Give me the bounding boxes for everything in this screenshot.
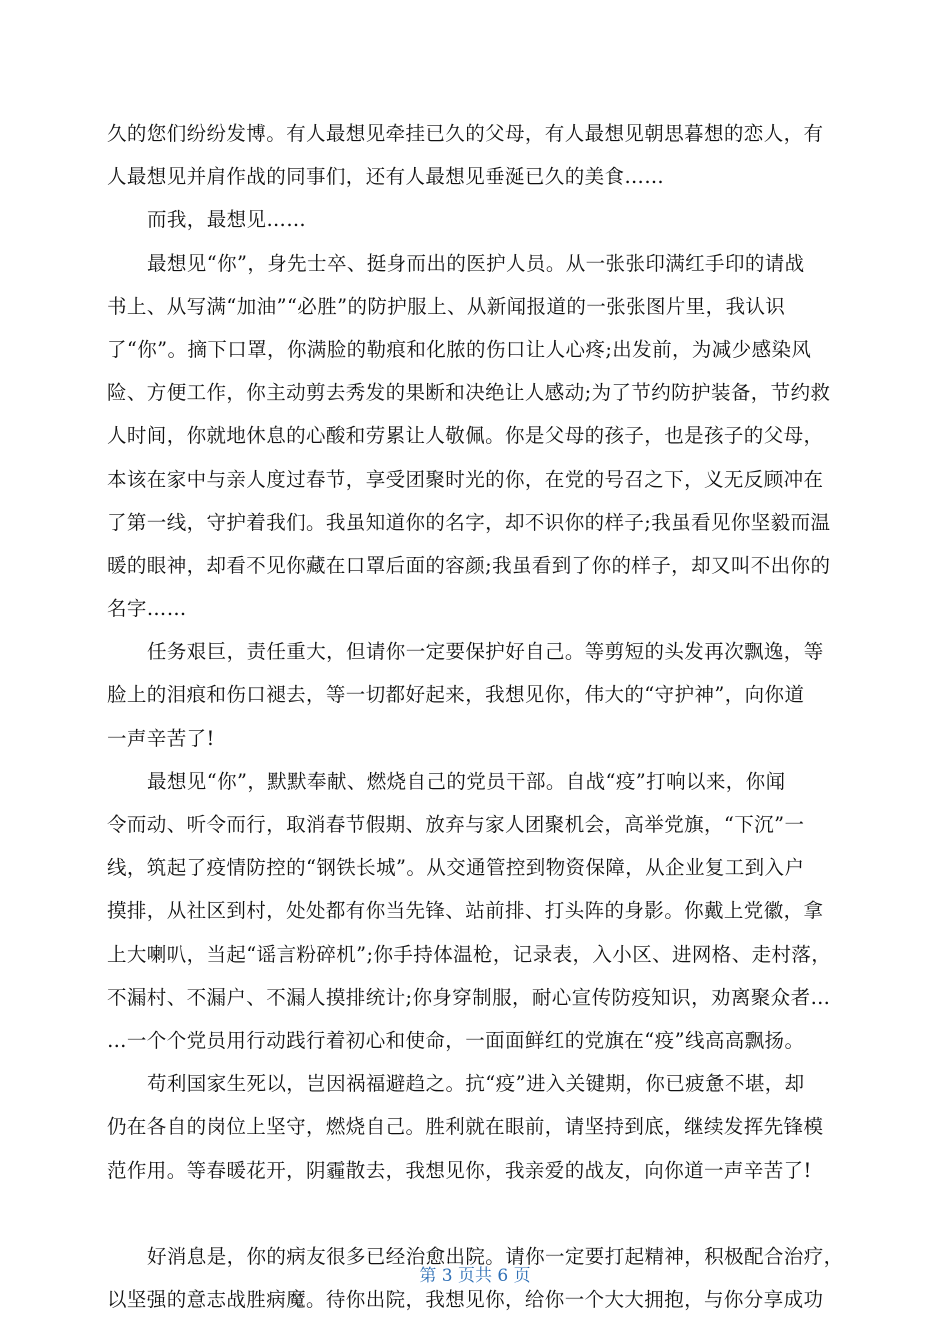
text-line: 最想见“你”，身先士卒、挺身而出的医护人员。从一张张印满红手印的请战 [147, 251, 805, 275]
text-line: 上大喇叭，当起“谣言粉碎机”;你手持体温枪，记录表，入小区、进网格、走村落， [107, 942, 832, 966]
text-line: 范作用。等春暖花开，阴霾散去，我想见你，我亲爱的战友，向你道一声辛苦了! [107, 1158, 812, 1182]
document-body [107, 112, 847, 1321]
text-line: 最想见“你”，默默奉献、燃烧自己的党员干部。自战“疫”打响以来，你闻 [147, 769, 786, 793]
text-line: 线，筑起了疫情防控的“钢铁长城”。从交通管控到物资保障，从企业复工到入户 [107, 856, 805, 880]
text-line: …一个个党员用行动践行着初心和使命，一面面鲜红的党旗在“疫”线高高飘扬。 [107, 1028, 805, 1052]
text-line: 而我，最想见…… [147, 208, 307, 232]
text-line: 脸上的泪痕和伤口褪去，等一切都好起来，我想见你，伟大的“守护神”，向你道 [107, 683, 805, 707]
blank-line [107, 1192, 847, 1235]
text-line: 苟利国家生死以，岂因祸福避趋之。抗“疫”进入关键期，你已疲惫不堪，却 [147, 1072, 805, 1096]
text-line: 令而动、听令而行，取消春节假期、放弃与家人团聚机会，高举党旗，“下沉”一 [107, 813, 805, 836]
text-line: 险、方便工作，你主动剪去秀发的果断和决绝让人感动;为了节约防护装备，节约救 [107, 381, 831, 405]
text-line: 暖的眼神，却看不见你藏在口罩后面的容颜;我虽看到了你的样子，却又叫不出你的 [107, 553, 831, 577]
text-line: 人最想见并肩作战的同事们，还有人最想见垂涎已久的美食…… [107, 165, 665, 189]
text-line: 一声辛苦了! [107, 726, 215, 750]
text-line: 以坚强的意志战胜病魔。待你出院，我想见你，给你一个大大拥抱，与你分享成功 [107, 1288, 824, 1312]
text-line: 仍在各自的岗位上坚守，燃烧自己。胜利就在眼前，请坚持到底，继续发挥先锋模 [107, 1115, 824, 1139]
text-line: 了“你”。摘下口罩，你满脸的勒痕和化脓的伤口让人心疼;出发前，为减少感染风 [107, 337, 812, 361]
text-line: 摸排，从社区到村，处处都有你当先锋、站前排、打头阵的身影。你戴上党徽，拿 [107, 899, 824, 923]
text-line: 任务艰巨，责任重大，但请你一定要保护好自己。等剪短的头发再次飘逸，等 [147, 640, 824, 664]
text-line: 名字…… [107, 597, 187, 621]
text-line: 了第一线，守护着我们。我虽知道你的名字，却不识你的样子;我虽看见你坚毅而温 [107, 510, 831, 534]
text-line: 不漏村、不漏户、不漏人摸排统计;你身穿制服，耐心宣传防疫知识，劝离聚众者… [107, 985, 831, 1009]
page-footer: 第 3 页共 6 页 [419, 1266, 531, 1286]
text-line: 好消息是，你的病友很多已经治愈出院。请你一定要打起精神，积极配合治疗， [147, 1244, 844, 1268]
text-line: 书上、从写满“加油”“必胜”的防护服上、从新闻报道的一张张图片里，我认识 [107, 294, 786, 318]
text-line: 久的您们纷纷发博。有人最想见牵挂已久的父母，有人最想见朝思暮想的恋人，有 [107, 122, 824, 145]
text-line: 人时间，你就地休息的心酸和劳累让人敬佩。你是父母的孩子，也是孩子的父母， [107, 424, 824, 448]
text-line: 本该在家中与亲人度过春节，享受团聚时光的你，在党的号召之下，义无反顾冲在 [107, 467, 824, 491]
